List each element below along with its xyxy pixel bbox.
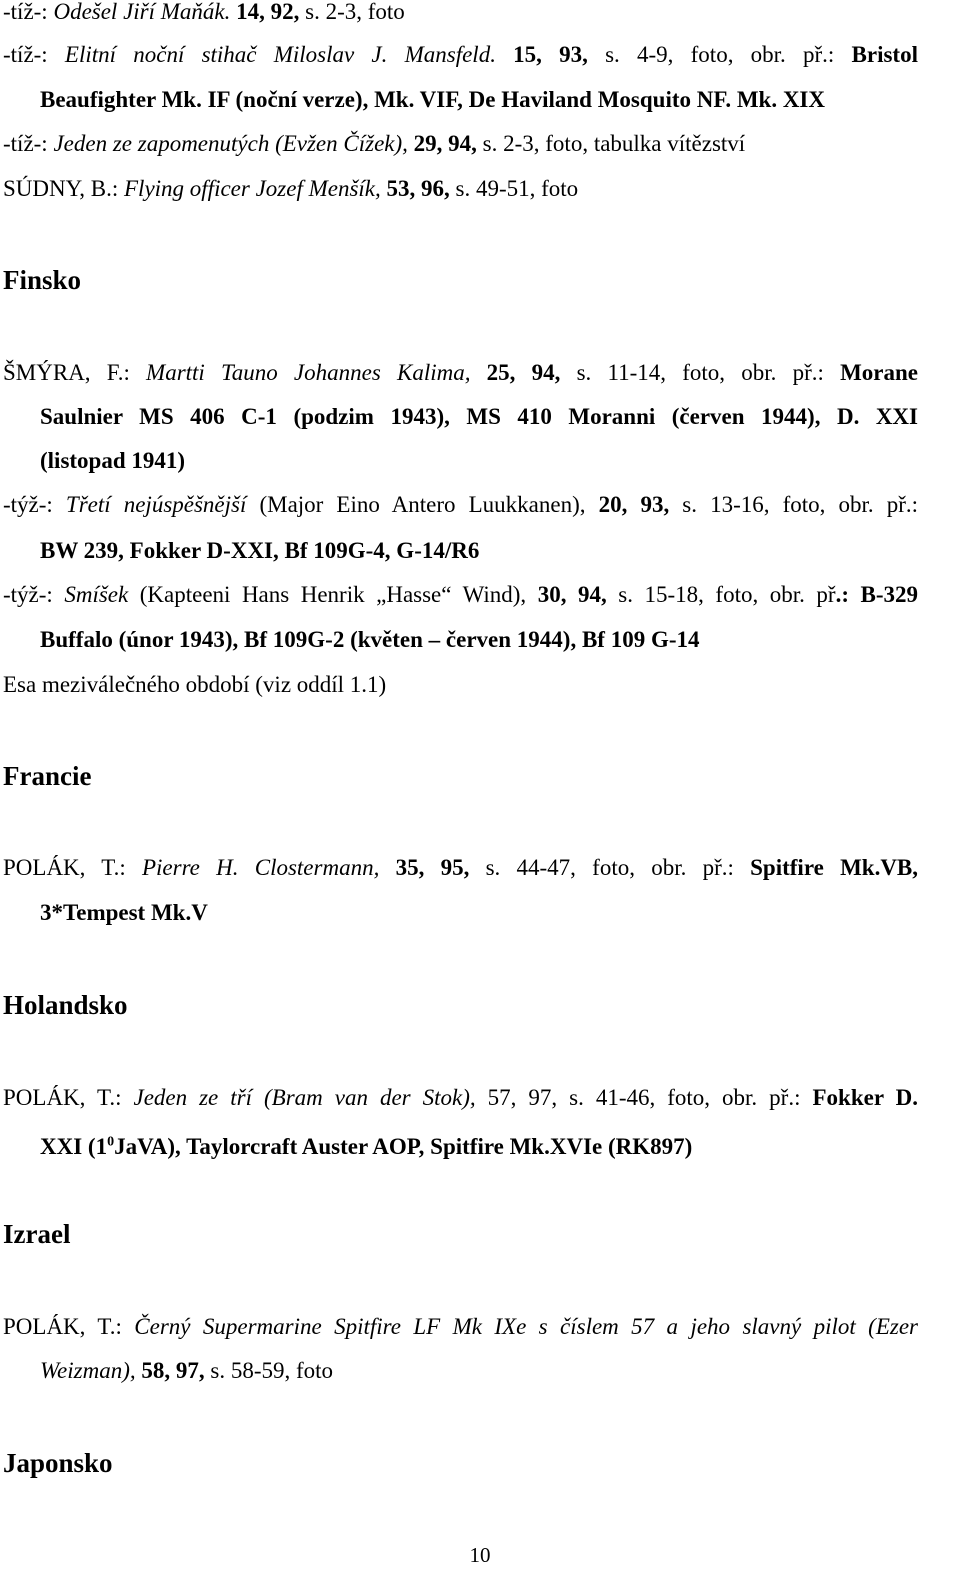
entry-line: XXI $(1^0JaVA)$, Taylorcraft Auster AOP, Spitfire Mk.XVIe (RK897)	[40, 1133, 693, 1159]
entry-line: Esa meziválečného období (viz oddíl 1.1)	[3, 672, 387, 697]
entry-line: ŠMÝRA, F.: Martti Tauno Johannes Kalima, 25, 94, s. 11-14, foto, obr. př.: Morane	[3, 360, 918, 385]
entry-line: -týž-: Smíšek (Kapteeni Hans Henrik „Hasse“ Wind), 30, 94, s. 15-18, foto, obr. př.: B-329	[3, 582, 919, 607]
entry-line: -týž-: Třetí nejúspěšnější (Major Eino Antero Luukkanen), 20, 93, s. 13-16, foto, obr. př.:	[3, 492, 918, 517]
entry-line: Buffalo (únor 1943), Bf 109G-2 (květen – červen 1944), Bf 109 G-14	[40, 627, 700, 652]
entry-line: POLÁK, T.: Pierre H. Clostermann, 35, 95, s. 44-47, foto, obr. př.: Spitfire Mk.VB,	[3, 855, 919, 880]
page-number: 10	[469, 1543, 491, 1567]
entry-line: POLÁK, T.: Jeden ze tří (Bram van der Stok), 57, 97, s. 41-46, foto, obr. př.: Fokker D.	[3, 1085, 918, 1110]
entry-line: 3*Tempest Mk.V	[40, 900, 208, 925]
entry-line: (listopad 1941)	[40, 448, 186, 473]
section-heading: Finsko	[3, 265, 82, 295]
section-heading: Japonsko	[3, 1448, 113, 1478]
entry-line: Weizman), 58, 97, s. 58-59, foto	[40, 1358, 334, 1383]
section-heading: Izrael	[3, 1219, 71, 1249]
entry-line: SÚDNY, B.: Flying officer Jozef Menšík, 53, 96, s. 49-51, foto	[3, 176, 579, 201]
entry-line: -tíž-: Odešel Jiří Maňák. 14, 92, s. 2-3, foto	[3, 0, 405, 24]
section-heading: Holandsko	[3, 990, 128, 1020]
entry-line: BW 239, Fokker D-XXI, Bf 109G-4, G-14/R6	[40, 538, 480, 563]
entry-line: -tíž-: Elitní noční stihač Miloslav J. Mansfeld. 15, 93, s. 4-9, foto, obr. př.: Bristol	[3, 42, 918, 67]
entry-line: Saulnier MS 406 C-1 (podzim 1943), MS 410 Moranni (červen 1944), D. XXI	[40, 404, 918, 429]
section-heading: Francie	[3, 761, 92, 791]
entry-line: -tíž-: Jeden ze zapomenutých (Evžen Čížek), 29, 94, s. 2-3, foto, tabulka vítězství	[3, 131, 746, 156]
entry-line: POLÁK, T.: Černý Supermarine Spitfire LF Mk IXe s číslem 57 a jeho slavný pilot (Ezer	[3, 1314, 918, 1339]
entry-line: Beaufighter Mk. IF (noční verze), Mk. VIF, De Haviland Mosquito NF. Mk. XIX	[40, 87, 825, 112]
